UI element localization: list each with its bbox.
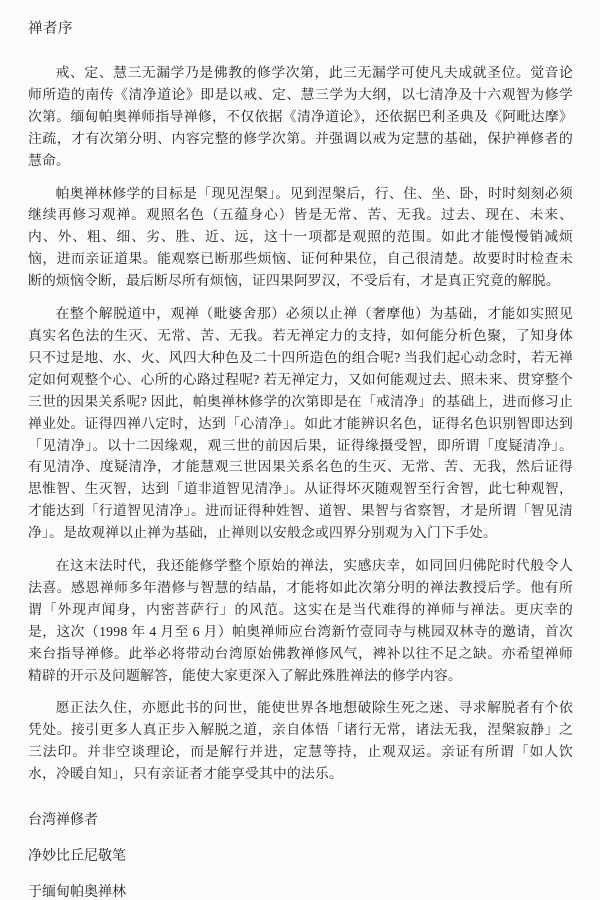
signature-line-author: 台湾禅修者: [28, 813, 98, 829]
paragraph-1: 戒、定、慧三无漏学乃是佛教的修学次第，此三无漏学可使凡夫成就圣位。觉音论师所造的南传《清净道论》即是以戒、定、慧三学为大纲，以七清净及十六观智为修学次第。缅甸帕奥禅师指导禅修，不仅依据《清净道论》，还依据巴利圣典及《阿毗达摩》注疏，才有次第分明、内容完整的修学次第。并强调以戒为定慧的基础，保护禅修者的慧命。: [28, 65, 573, 168]
paragraph-4: 在这末法时代，我还能修学整个原始的禅法，实感庆幸，如同回归佛陀时代般令人法喜。感恩禅师多年潜修与智慧的结晶，才能将如此次第分明的禅法教授后学。他有所谓「外现声闻身，内密菩萨行」的风范。这实在是当代难得的禅师与禅法。更庆幸的是，这次（1998 年 4 月至 6 月）帕奥禅师应台湾新竹壹同寺与桃园双林寺的邀请，首次来台指导禅修。此举必将带动台湾原始佛教禅修风气，裨补以往不足之缺。亦希望禅师精辟的开示及问题解答，能使大家更深入了解此殊胜禅法的修学内容。: [28, 558, 573, 683]
paragraph-5: 愿正法久住，亦愿此书的问世，能使世界各地想破除生死之迷、寻求解脱者有个依凭处。接引更多人真正步入解脱之道，亲自体悟「诸行无常，诸法无我，涅槃寂静」之三法印。并非空谈理论，而是解行并进，定慧等持，止观双运。亲证有所谓「如人饮水，冷暖自知」，只有亲证者才能享受其中的法乐。: [28, 700, 573, 782]
signature-block: [28, 814, 573, 900]
document-title: 禅者序: [28, 21, 73, 37]
paragraph-3: 在整个解脱道中，观禅（毗婆舍那）必须以止禅（奢摩他）为基础，才能如实照见真实名色法的生灭、无常、苦、无我。若无禅定力的支持，如何能分析色聚，了知身体只不过是地、水、火、风四大种色及二十四所造色的组合呢? 当我们起心动念时，若无禅定如何观整个心、心所的心路过程呢? 若无禅定力，又如何能观过去、照未来、贯穿整个三世的因果关系呢? 因此，帕奥禅林修学的次第即是在「戒清净」的基础上，进而修习止禅业处。证得四禅八定时，达到「心清净」。如此才能辨识名色，证得名色识别智即达到「见清净」。以十二因缘观，观三世的前因后果，证得缘摄受智，即所谓「度疑清净」。有见清净、度疑清净，才能慧观三世因果关系名色的生灭、无常、苦、无我，然后证得思惟智、生灭智，达到「道非道智见清净」。从证得坏灭随观智至行舍智，此七种观智，才能达到「行道智见清净」。进而证得种姓智、道智、果智与省察智，才是所谓「智见清净」。是故观禅以止禅为基础，止禅则以安般念或四界分别观为入门下手处。: [28, 306, 573, 541]
paragraph-2: 帕奥禅林修学的目标是「现见涅槃」。见到涅槃后，行、住、坐、卧，时时刻刻必须继续再修习观禅。观照名色（五蕴身心）皆是无常、苦、无我。过去、现在、未来、内、外、粗、细、劣、胜、近、远，这十一项都是观照的范围。如此才能慢慢销减烦恼，进而亲证道果。能观察已断那些烦恼、证何种果位，自己很清楚。故要时时检查未断的烦恼令断，最后断尽所有烦恼，证四果阿罗汉，不受后有，才是真正究竟的解脱。: [28, 185, 573, 289]
signature-line-writer: 净妙比丘尼敬笔: [28, 849, 126, 865]
signature-line-place: 于缅甸帕奥禅林: [28, 885, 126, 900]
